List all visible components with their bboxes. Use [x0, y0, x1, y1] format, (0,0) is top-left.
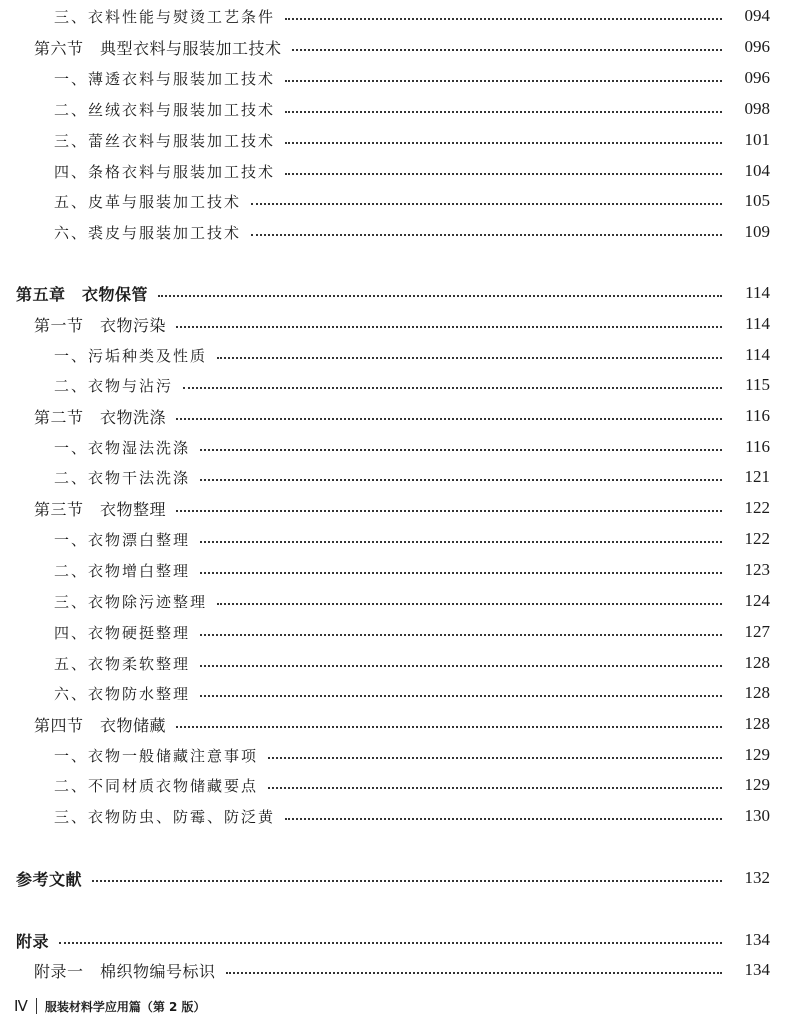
toc-entry-title: 一、衣物一般储藏注意事项: [54, 746, 259, 765]
toc-entry-page-number: 114: [745, 283, 770, 302]
toc-entry-item: [0, 64, 790, 92]
toc-entry-title: 第五章 衣物保管: [16, 284, 149, 304]
toc-leader-dots: [92, 880, 722, 882]
toc-leader-dots: [251, 234, 722, 236]
toc-entry-title: 第三节 衣物整理: [34, 499, 167, 519]
toc-entry-page-number: 114: [745, 314, 770, 333]
toc-entry-item: [0, 463, 790, 491]
toc-entry-title: 三、蕾丝衣料与服装加工技术: [54, 131, 276, 150]
toc-leader-dots: [285, 818, 722, 820]
toc-entry-page-number: 094: [744, 6, 770, 25]
toc-entry-title: 二、衣物干法洗涤: [54, 468, 191, 487]
toc-entry-item: [0, 95, 790, 123]
toc-entry-title: 二、衣物与沾污: [54, 376, 174, 395]
toc-entry-title: 一、衣物湿法洗涤: [54, 438, 191, 457]
toc-leader-dots: [59, 942, 722, 944]
toc-entry-title: 参考文献: [16, 869, 83, 889]
toc-entry-item: [0, 2, 790, 30]
toc-entry-section: [0, 33, 790, 61]
toc-entry-page-number: 109: [744, 222, 770, 241]
toc-entry-page-number: 121: [744, 467, 770, 486]
footer-divider: [36, 998, 37, 1014]
toc-entry-page-number: 096: [744, 68, 770, 87]
footer-page-number: Ⅳ: [14, 998, 28, 1015]
toc-entry-item: [0, 587, 790, 615]
toc-entry-chapter: [0, 864, 790, 892]
toc-entry-page-number: 134: [744, 930, 770, 949]
toc-leader-dots: [183, 387, 722, 389]
toc-entry-item: [0, 126, 790, 154]
toc-entry-title: 五、皮革与服装加工技术: [54, 192, 242, 211]
toc-entry-title: 四、条格衣料与服装加工技术: [54, 162, 276, 181]
toc-entry-item: [0, 679, 790, 707]
toc-entry-page-number: 116: [745, 406, 770, 425]
toc-leader-dots: [292, 49, 722, 51]
toc-leader-dots: [200, 479, 722, 481]
toc-entry-page-number: 101: [744, 130, 770, 149]
toc-entry-item: [0, 618, 790, 646]
toc-leader-dots: [217, 603, 722, 605]
toc-leader-dots: [176, 510, 722, 512]
toc-leader-dots: [200, 634, 722, 636]
toc-entry-title: 第二节 衣物洗涤: [34, 407, 167, 427]
toc-entry-section: [0, 402, 790, 430]
toc-leader-dots: [285, 111, 722, 113]
toc-leader-dots: [251, 203, 722, 205]
toc-entry-section: [0, 494, 790, 522]
toc-entry-item: [0, 525, 790, 553]
toc-leader-dots: [268, 757, 722, 759]
toc-entry-item: [0, 433, 790, 461]
toc-entry-title: 一、污垢种类及性质: [54, 346, 208, 365]
toc-entry-title: 三、衣物除污迹整理: [54, 592, 208, 611]
toc-entry-item: [0, 187, 790, 215]
toc-entry-title: 第六节 典型衣料与服装加工技术: [34, 38, 282, 58]
toc-entry-item: [0, 741, 790, 769]
toc-leader-dots: [268, 787, 722, 789]
toc-leader-dots: [285, 80, 722, 82]
toc-entry-page-number: 122: [744, 529, 770, 548]
toc-leader-dots: [200, 449, 722, 451]
toc-entry-page-number: 096: [744, 37, 770, 56]
toc-leader-dots: [176, 326, 722, 328]
toc-entry-page-number: 130: [744, 806, 770, 825]
toc-entry-title: 五、衣物柔软整理: [54, 654, 191, 673]
toc-entry-page-number: 128: [744, 653, 770, 672]
toc-leader-dots: [176, 418, 722, 420]
toc-leader-dots: [158, 295, 722, 297]
toc-entry-item: [0, 802, 790, 830]
toc-entry-page-number: 115: [745, 375, 770, 394]
toc-leader-dots: [226, 972, 722, 974]
footer-book-title: 服装材料学应用篇（第 2 版）: [44, 999, 206, 1014]
toc-entry-title: 二、丝绒衣料与服装加工技术: [54, 100, 276, 119]
toc-entry-item: [0, 371, 790, 399]
toc-entry-title: 一、薄透衣料与服装加工技术: [54, 69, 276, 88]
toc-entry-title: 第一节 衣物污染: [34, 315, 167, 335]
toc-entry-title: 一、衣物漂白整理: [54, 530, 191, 549]
toc-leader-dots: [285, 173, 722, 175]
toc-entry-page-number: 129: [744, 745, 770, 764]
toc-leader-dots: [200, 572, 722, 574]
toc-entry-title: 三、衣料性能与熨烫工艺条件: [54, 7, 276, 26]
toc-entry-title: 第四节 衣物储藏: [34, 715, 167, 735]
toc-entry-page-number: 105: [744, 191, 770, 210]
toc-leader-dots: [200, 541, 722, 543]
toc-entry-section: [0, 710, 790, 738]
toc-entry-page-number: 128: [744, 683, 770, 702]
toc-leader-dots: [217, 357, 722, 359]
toc-entry-page-number: 128: [744, 714, 770, 733]
toc-entry-item: [0, 771, 790, 799]
toc-entry-page-number: 129: [744, 775, 770, 794]
toc-leader-dots: [176, 726, 722, 728]
toc-entry-item: [0, 649, 790, 677]
toc-entry-page-number: 134: [744, 960, 770, 979]
toc-entry-title: 六、裘皮与服装加工技术: [54, 223, 242, 242]
toc-entry-item: [0, 218, 790, 246]
toc-leader-dots: [200, 695, 722, 697]
toc-entry-chapter: [0, 926, 790, 954]
toc-entry-title: 附录一 棉织物编号标识: [34, 961, 216, 981]
toc-entry-title: 三、衣物防虫、防霉、防泛黄: [54, 807, 276, 826]
toc-entry-section: [0, 310, 790, 338]
toc-entry-page-number: 116: [745, 437, 770, 456]
toc-entry-chapter: [0, 279, 790, 307]
toc-entry-page-number: 124: [744, 591, 770, 610]
toc-leader-dots: [200, 665, 722, 667]
toc-entry-page-number: 132: [744, 868, 770, 887]
page-footer: [14, 996, 206, 1016]
toc-entry-page-number: 127: [744, 622, 770, 641]
toc-entry-page-number: 114: [745, 345, 770, 364]
toc-entry-item: [0, 556, 790, 584]
toc-entry-page-number: 122: [744, 498, 770, 517]
toc-entry-title: 二、不同材质衣物储藏要点: [54, 776, 259, 795]
toc-entry-title: 附录: [16, 931, 50, 951]
toc-entry-page-number: 098: [744, 99, 770, 118]
toc-entry-item: [0, 157, 790, 185]
toc-entry-item: [0, 341, 790, 369]
toc-entry-page-number: 123: [744, 560, 770, 579]
toc-entry-title: 二、衣物增白整理: [54, 561, 191, 580]
toc-leader-dots: [285, 18, 722, 20]
toc-entry-page-number: 104: [744, 161, 770, 180]
toc-entry-title: 四、衣物硬挺整理: [54, 623, 191, 642]
toc-leader-dots: [285, 142, 722, 144]
toc-entry-section: [0, 956, 790, 984]
toc-entry-title: 六、衣物防水整理: [54, 684, 191, 703]
